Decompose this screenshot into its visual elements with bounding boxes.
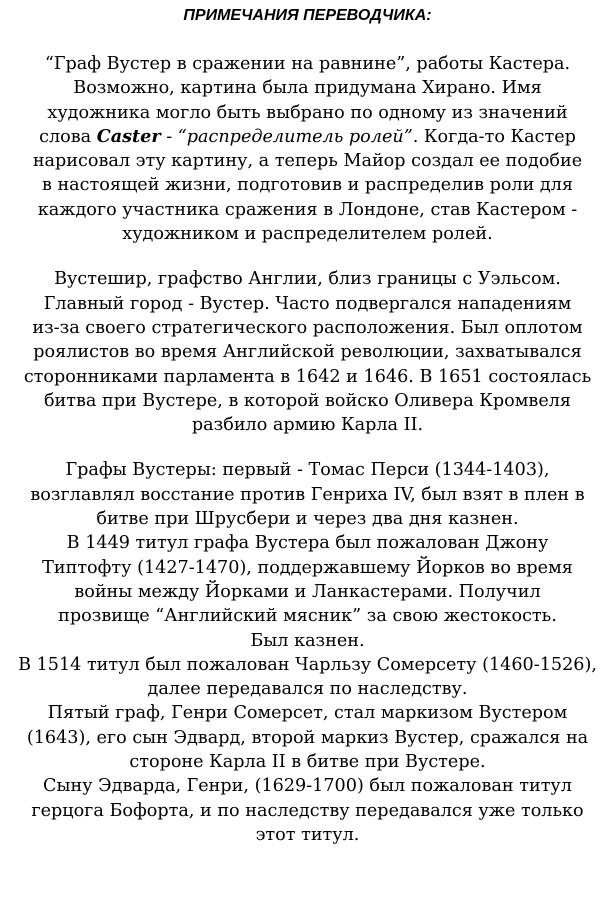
note-text: -: [160, 126, 178, 147]
note-line: Пятый граф, Генри Сомерсет, стал маркизом Вустером: [47, 703, 568, 724]
note-line: герцога Бофорта, и по наследству передавался уже только: [31, 800, 584, 821]
note-line: в настоящей жизни, подготовив и распределив роли для: [41, 175, 574, 196]
note-line: битве при Шрусбери и через два дня казнен.: [96, 509, 519, 530]
note-line: художника могло быть выбрано по одному из значений: [47, 102, 568, 123]
note-line: (1643), его сын Эдвард, второй маркиз Вустер, сражался на: [26, 727, 589, 748]
note-line: нарисовал эту картину, а теперь Майор создал ее подобие: [32, 151, 583, 172]
note-line: разбило армию Карла II.: [191, 415, 424, 436]
note-line: сторонниками парламента в 1642 и 1646. В 1651 состоялась: [23, 366, 592, 387]
note-line: Графы Вустеры: первый - Томас Перси (1344-1403),: [65, 460, 550, 481]
note-line: художником и распределителем ролей.: [122, 224, 493, 245]
note-line: стороне Карла II в битве при Вустере.: [129, 752, 486, 773]
term-meaning: “распределитель ролей”: [177, 126, 413, 147]
note-line: [6, 125, 609, 149]
note-line: прозвище “Английский мясник” за свою жестокость.: [58, 606, 557, 627]
note-text: слова: [39, 126, 97, 147]
note-worcestershire: [6, 267, 609, 437]
note-line: роялистов во время Английской революции, захватывался: [33, 342, 582, 363]
note-line: Вустешир, графство Англии, близ границы с Уэльсом.: [54, 269, 561, 290]
note-line: В 1449 титул графа Вустера был пожалован Джону: [66, 533, 549, 554]
note-line: “Граф Вустер в сражении на равнине”, работы Кастера.: [44, 54, 571, 74]
note-line: из-за своего стратегического расположения. Был оплотом: [32, 317, 583, 338]
term-caster: Caster: [96, 125, 161, 147]
note-text: . Когда-то Кастер: [412, 126, 576, 147]
note-line: Возможно, картина была придумана Хирано. Имя: [73, 78, 542, 99]
note-line: Был казнен.: [250, 630, 365, 651]
note-painting: [6, 52, 609, 246]
note-line: возглавлял восстание против Генриха IV, был взят в плен в: [30, 484, 585, 505]
note-line: Типтофту (1427-1470), поддержавшему Йорков во время: [42, 557, 573, 578]
note-earls-of-worcester: [6, 458, 609, 847]
note-line: В 1514 титул был пожалован Чарльзу Сомерсету (1460-1526),: [18, 654, 597, 675]
note-line: каждого участника сражения в Лондоне, став Кастером -: [37, 199, 578, 220]
note-line: этот титул.: [255, 824, 360, 845]
note-line: Главный город - Вустер. Часто подвергался нападениям: [43, 293, 572, 314]
note-line: далее передавался по наследству.: [147, 679, 468, 700]
note-line: битва при Вустере, в которой войско Оливера Кромвеля: [43, 390, 572, 411]
note-line: войны между Йорками и Ланкастерами. Получил: [74, 581, 541, 602]
note-line: Сыну Эдварда, Генри, (1629-1700) был пожалован титул: [43, 776, 572, 797]
page-title: ПРИМЕЧАНИЯ ПЕРЕВОДЧИКА:: [183, 7, 432, 24]
